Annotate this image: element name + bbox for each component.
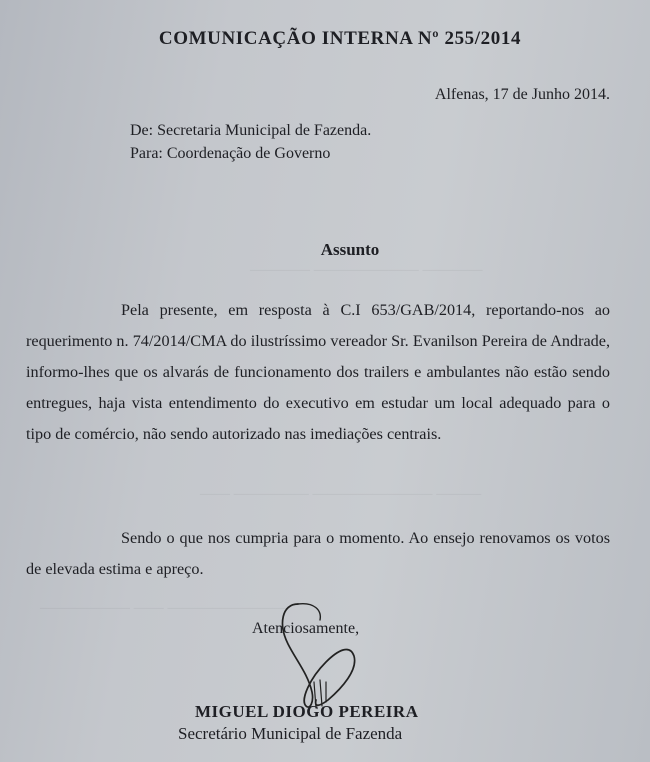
memo-paragraph: Pela presente, em resposta à C.I 653/GAB/2014, reportando-nos ao requerimento n. 74/2014/CMA do ilustríssimo vereador Sr. Evanilson Pereira de Andrade, informo-lhes que os alvarás de funcionamento dos trailers e ambulantes não estão sendo entregues, haja vista entendimento do executivo em estudar um local adequado para o tipo de comércio, não sendo autorizado nas imediações centrais. [26, 301, 610, 443]
signer-name: MIGUEL DIOGO PEREIRA [195, 702, 419, 721]
bleed-through-text: ——— ———————— ————— —— [200, 486, 482, 502]
memo-closing: Atenciosamente, [252, 620, 360, 637]
memo-paragraph: Sendo o que nos cumpria para o momento. Ao ensejo renovamos os votos de elevada estima e apreço. [26, 529, 610, 578]
handwritten-signature [270, 596, 380, 716]
memo-from: De: Secretaria Municipal de Fazenda. [130, 122, 372, 139]
bleed-through-text: ———————— —— —————— [40, 600, 288, 616]
memo-title: COMUNICAÇÃO INTERNA Nº 255/2014 [158, 28, 522, 49]
memo-subject: Assunto [320, 240, 380, 259]
memo-dateline: Alfenas, 17 de Junho 2014. [434, 86, 610, 103]
signer-role: Secretário Municipal de Fazenda [178, 724, 403, 743]
memo-to: Para: Coordenação de Governo [130, 145, 331, 162]
bleed-through-text: ———— ——————— ———— [250, 262, 483, 278]
